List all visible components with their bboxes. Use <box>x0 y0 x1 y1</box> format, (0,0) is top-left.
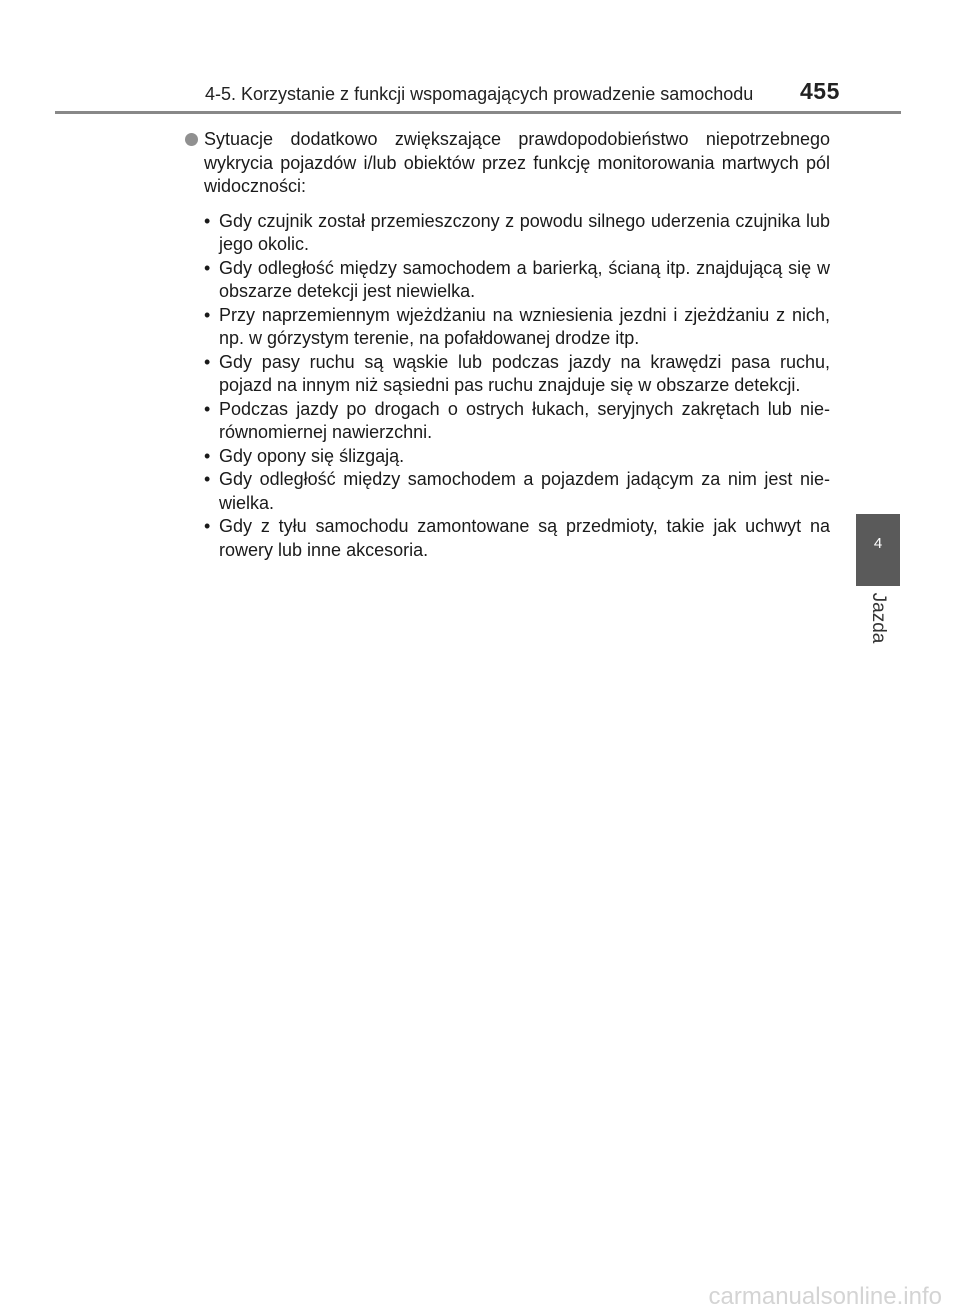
page-content <box>185 128 830 562</box>
bullet-icon: • <box>204 351 211 372</box>
list-item-text: Gdy odległość między samochodem a barierką, ścianą itp. znajdującą się w obszarze detekcji jest niewielka. <box>219 257 830 301</box>
main-point <box>185 128 830 199</box>
chapter-label: Jazda <box>868 592 889 644</box>
bullet-icon: • <box>204 398 211 419</box>
bullet-icon: • <box>204 469 211 489</box>
condition-list <box>185 210 830 563</box>
list-item-text: Gdy opony się ślizgają. <box>219 445 405 466</box>
list-item <box>204 304 830 351</box>
page-header-title: 4-5. Korzystanie z funkcji wspomagających prowadzenie samochodu <box>205 84 754 104</box>
page-number: 455 <box>800 78 840 104</box>
list-item <box>204 515 830 562</box>
circle-bullet-icon <box>185 133 198 146</box>
bullet-icon: • <box>204 210 211 231</box>
list-item-text: Gdy pasy ruchu są wąskie lub podczas jazdy na krawędzi pasa ruchu, pojazd na innym niż sąsiedni pas ruchu znajduje się w obszarze detekcji. <box>219 351 830 395</box>
list-item <box>204 445 830 469</box>
chapter-number: 4 <box>873 535 883 552</box>
chapter-tab <box>856 514 900 586</box>
bullet-icon: • <box>204 516 211 536</box>
list-item-text: Gdy odległość między samochodem a pojazdem jadącym za nim jest nie-wielka. <box>219 469 830 513</box>
list-item <box>204 468 830 515</box>
bullet-icon: • <box>204 445 211 466</box>
list-item <box>204 210 830 257</box>
list-item-text: Przy naprzemiennym wjeżdżaniu na wzniesienia jezdni i zjeżdżaniu z nich, np. w górzystym terenie, na pofałdowanej drodze itp. <box>219 304 830 348</box>
watermark: carmanualsonline.info <box>708 1283 942 1310</box>
list-item-text: Gdy czujnik został przemieszczony z powodu silnego uderzenia czujnika lub jego okolic. <box>219 210 830 254</box>
list-item <box>204 257 830 304</box>
bullet-icon: • <box>204 304 211 325</box>
list-item <box>204 398 830 445</box>
bullet-icon: • <box>204 257 211 278</box>
list-item-text: Gdy z tyłu samochodu zamontowane są przedmioty, takie jak uchwyt na rowery lub inne akcesoria. <box>219 516 830 560</box>
header-divider <box>55 111 901 114</box>
list-item <box>204 351 830 398</box>
list-item-text: Podczas jazdy po drogach o ostrych łukach, seryjnych zakrętach lub nie-równomiernej nawierzchni. <box>219 398 830 442</box>
main-point-text: Sytuacje dodatkowo zwiększające prawdopodobieństwo niepotrzebnego wykrycia pojazdów i/lub obiektów przez funkcję monitorowania martwych pól widoczności: <box>204 129 830 196</box>
